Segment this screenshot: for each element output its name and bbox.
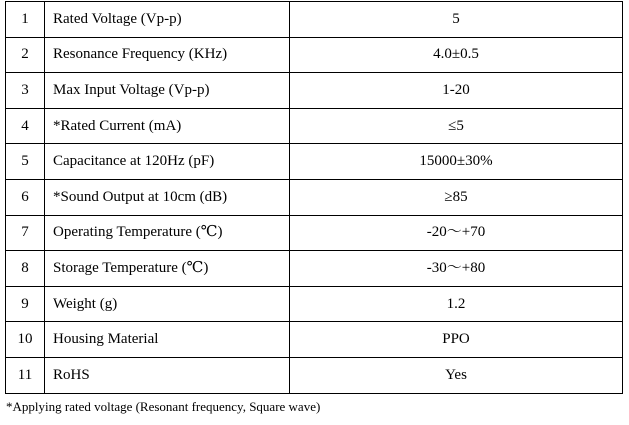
parameter-name: *Rated Current (mA) (45, 108, 290, 144)
table-row (6, 179, 623, 215)
row-number: 11 (6, 357, 45, 393)
table-row (6, 286, 623, 322)
parameter-value: 15000±30% (290, 144, 623, 180)
row-number: 6 (6, 179, 45, 215)
parameter-name: Max Input Voltage (Vp-p) (45, 73, 290, 109)
parameter-name: *Sound Output at 10cm (dB) (45, 179, 290, 215)
parameter-name: Rated Voltage (Vp-p) (45, 2, 290, 38)
table-row (6, 73, 623, 109)
table-row (6, 2, 623, 38)
table-row (6, 37, 623, 73)
row-number: 5 (6, 144, 45, 180)
parameter-name: Storage Temperature (℃) (45, 251, 290, 287)
row-number: 4 (6, 108, 45, 144)
parameter-value: 5 (290, 2, 623, 38)
row-number: 8 (6, 251, 45, 287)
parameter-value: 1-20 (290, 73, 623, 109)
parameter-value: 4.0±0.5 (290, 37, 623, 73)
row-number: 3 (6, 73, 45, 109)
parameter-value: ≥85 (290, 179, 623, 215)
parameter-value: ≤5 (290, 108, 623, 144)
row-number: 10 (6, 322, 45, 358)
row-number: 2 (6, 37, 45, 73)
specification-table-body (6, 2, 623, 394)
row-number: 7 (6, 215, 45, 251)
table-row (6, 322, 623, 358)
parameter-name: Housing Material (45, 322, 290, 358)
row-number: 9 (6, 286, 45, 322)
table-row (6, 144, 623, 180)
parameter-name: Capacitance at 120Hz (pF) (45, 144, 290, 180)
specification-table (5, 1, 623, 394)
parameter-name: Operating Temperature (℃) (45, 215, 290, 251)
parameter-value: PPO (290, 322, 623, 358)
parameter-value: 1.2 (290, 286, 623, 322)
parameter-name: Weight (g) (45, 286, 290, 322)
footnote: *Applying rated voltage (Resonant frequency, Square wave) (6, 399, 321, 414)
parameter-name: Resonance Frequency (KHz) (45, 37, 290, 73)
table-row (6, 251, 623, 287)
table-row (6, 108, 623, 144)
row-number: 1 (6, 2, 45, 38)
table-row (6, 215, 623, 251)
table-row (6, 357, 623, 393)
parameter-value: -20～+70 (290, 215, 623, 251)
parameter-name: RoHS (45, 357, 290, 393)
parameter-value: Yes (290, 357, 623, 393)
parameter-value: -30～+80 (290, 251, 623, 287)
